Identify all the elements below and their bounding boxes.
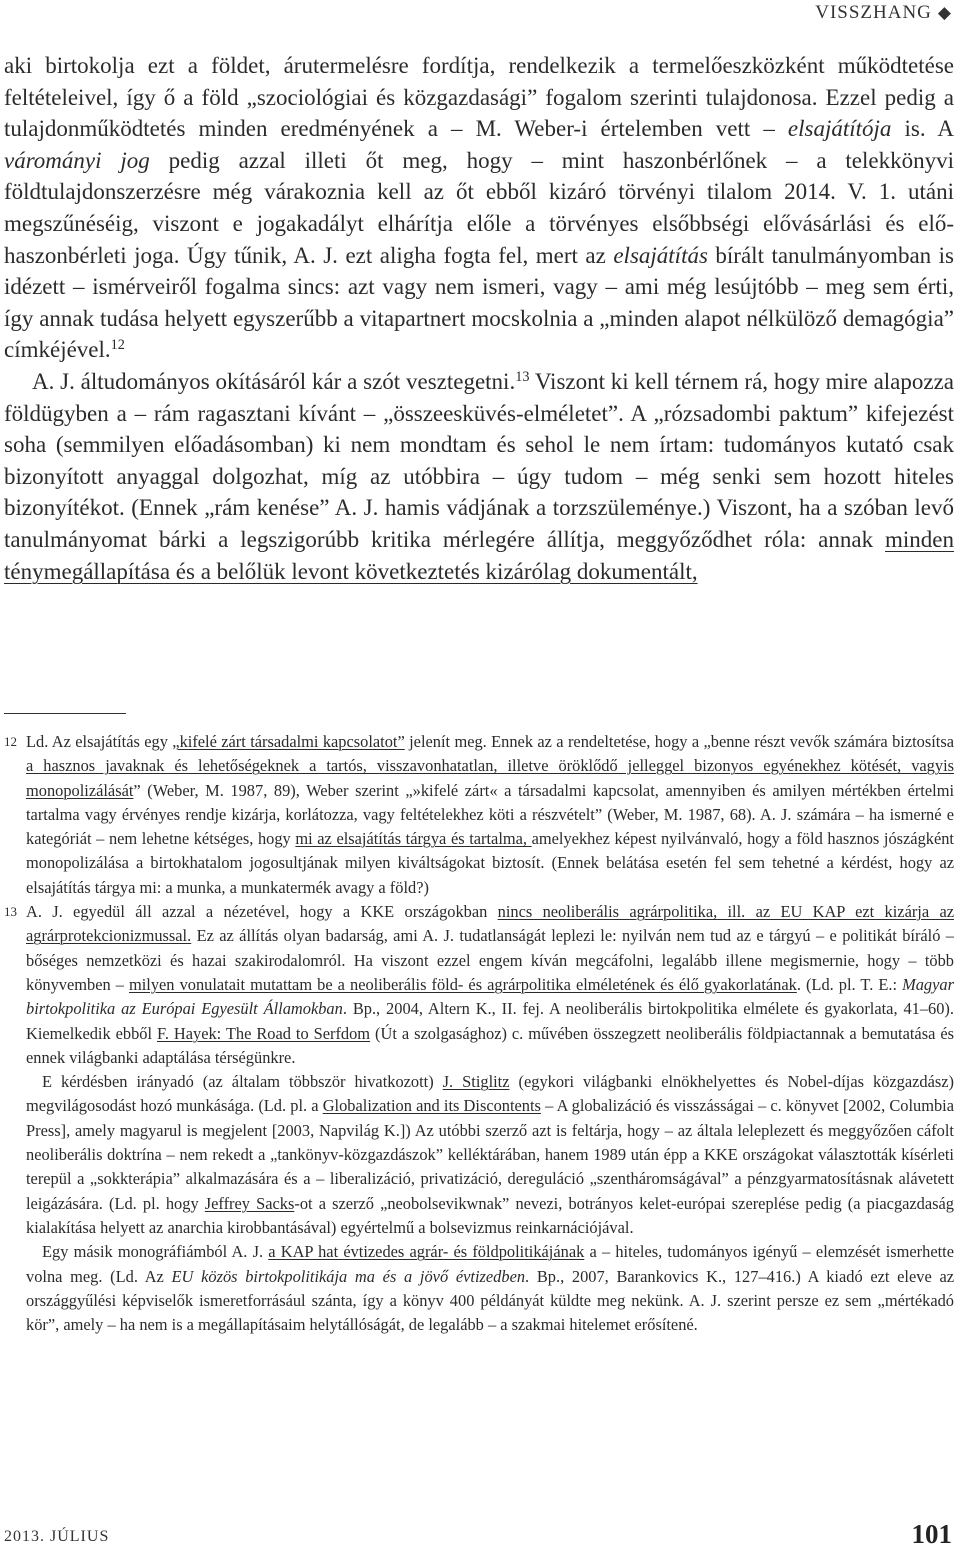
text-run: ” (Weber, M. 1987, 89), Weber szerint „»kifelé zárt« a társadalmi kapcsolat, amennyiben és amilyen mértékben értelmi tartalma vagy érvényes rendje kizárja, korlátozza, vagy feltételekhez köti a részvételt” (Weber, M. 1987, 68). A. J. számára – ha ismerné e kategóriát – nem lehetne kétséges, hogy [26, 780, 954, 849]
paragraph-2 [4, 366, 954, 587]
text-run: -ot a szerző „neobolsevikwnak” nevezi, botrányos kelet-európai szereplése pedig (a piacgazdaság kialakítása helyett az anarchia kirobbantásával) egyértelmű a bolsevizmus reinkarnációjával. [26, 1193, 955, 1237]
text-run: . Bp., 2004, Altern K., II. fej. A neoliberális birtokpolitika elmélete és gyakorlata, 41–60). Kiemelkedik ebből [26, 999, 954, 1043]
text-run: jelenít meg. Ennek az a rendeltetése, hogy a „benne részt vevők számára biztosítsa [404, 732, 954, 751]
issue-date: 2013. JÚLIUS [4, 1528, 110, 1545]
footnote-number: 12 [4, 734, 17, 749]
text-run: Viszont ki kell térnem rá, hogy mire alapozza földügyben a – rám ragasztani kívánt – „összeesküvés-elméletet”. A „rózsadombi paktum” kifejezést soha (semmilyen előadásomban) ki nem mondtam és sehol le nem írtam: tudományos kutató csak bizonyított anyaggal dolgozhat, míg az utóbbira – úgy tudom – még senki sem hozott hiteles bizonyítékot. (Ennek „rám kenése” A. J. hamis vádjának a torzszüleménye.) Viszont, ha a szóban levő tanulmányomat bárki a legszigorúbb kritika mérlegére állítja, meggyőződhet róla: annak [4, 368, 954, 552]
text-run: a – hiteles, tudományos igényű – elemzését ismerhette volna meg. (Ld. Az [26, 1242, 954, 1286]
text-run: Ld. Az elsajátítás egy [26, 732, 173, 751]
text-run: . (Ld. pl. T. E.: [796, 974, 903, 994]
footnote-number: 13 [4, 904, 17, 920]
footnote-13 [4, 900, 954, 1070]
text-run: – A globalizáció és visszásságai – c. könyvet [2002, Columbia Press], amely magyarul is megjelent [2003, Napvilág K.]) Az utóbbi szerző azt is feltárja, hogy – az általa leleplezett és meggyőzően cáfolt neoliberális doktrína – nem rekedt a „tankönyv-közgazdászok” kelléktárában, hanem 1989 után épp a KKE országokat választották kísérleti terepül a „sokkterápia” alkalmazására és a – liberalizáció, privatizáció, dereguláció „szentháromságával” a pénzgyarmatosításnak alávetett leigázására. (Ld. pl. hogy [26, 1096, 954, 1213]
text-run: amelyekhez képest nyilvánvaló, hogy a föld hasznos jószágként monopolizálása a birtokhatalom jogosultjának milyen kiváltságokat biztosít. (Ennek belátása esetén fel sem tehetné a kérdést, hogy az elsajátítás tárgya mi: a munka, a munkatermék avagy a föld?) [26, 829, 954, 897]
underlined-text: minden ténymegállapítása és a belőlük levont következtetés kizárólag dokumentált, [4, 526, 954, 584]
text-run: Ez az állítás olyan badarság, ami A. J. tudatlanságát leplezi le: nyilván nem tud az e tárgyú – e politikát bíráló – bőséges nemzetközi és hazai szakirodalomról. Ha viszont ezzel engem kíván megcáfolni, legalább illene megismernie, hogy – több könyvemben – [26, 926, 954, 994]
underlined-text: a hasznos javaknak és lehetőségeknek a tartós, visszavonhatatlan, illetve öröklődő jelleggel bizonyos egyénekhez kötését, vagyis monopolizálását [26, 756, 954, 800]
underlined-text: J. Stiglitz [442, 1072, 510, 1092]
text-run: aki birtokolja ezt a földet, árutermelésre fordítja, rendelkezik a termelőeszközként működtetése feltételeivel, így ő a föld „szociológiai és közgazdasági” fogalom szerinti tulajdonosa. Ezzel pedig a tulajdonműködtetés minden eredményének a – M. Weber-i értelemben vett – [4, 53, 954, 142]
footnotes [4, 730, 954, 1337]
text-run: E kérdésben irányadó (az általam többször hivatkozott) [42, 1072, 443, 1092]
running-head [815, 2, 952, 24]
footnote-ref-12[interactable]: 12 [110, 337, 125, 354]
underlined-text: „kifelé zárt társadalmi kapcsolatot” [172, 732, 405, 751]
book-title: Magyar birtokpolitika az Európai Egyesült Államokban [26, 974, 954, 1019]
footnote-ref-13[interactable]: 13 [515, 369, 530, 386]
footnote-rule [4, 713, 126, 714]
section-title: VISSZHANG [815, 2, 932, 23]
footnote-12 [4, 730, 954, 900]
text-run: pedig azzal illeti őt meg, hogy – mint haszonbérlőnek – a telekkönyvi földtulajdonszerzésre még várakoznia kell az őt ebből kizáró törvényi tilalom 2014. V. 1. utáni megszűnéséig, viszont e jogakadályt elhárítja előle a törvényes elsőbbségi elővásárlási és elő-haszonbérleti joga. Úgy tűnik, A. J. ezt aligha fogta fel, mert az [4, 147, 954, 268]
text-run: Egy másik monográfiámból A. J. [42, 1242, 269, 1262]
underlined-text: Globalization and its Discontents [322, 1096, 541, 1116]
text-run: bírált tanulmányomban is idézett – ismérveiről fogalma sincs: azt vagy nem ismeri, vagy – ami még lesújtóbb – meg sem érti, így annak tudása helyett egyszerűbb a vitapartnert mocskolnia a „minden alapot nélkülöző demagógia” címkéjével. [4, 242, 954, 363]
footnote-13-paragraph-2 [4, 1070, 954, 1240]
underlined-text: Jeffrey Sacks [204, 1193, 295, 1213]
page-number: 101 [911, 1519, 952, 1549]
text-run: is. A [891, 116, 954, 142]
emphasis-elsajatitas: elsajátítás [613, 242, 708, 268]
text-run: . Bp., 2007, Barankovics K., 127–416.) A kiadó ezt eleve az országgyűlési képviselők ismeretforrásául szánta, így a könyv 400 példányát küldte meg nekünk. A. J. szerint persze ez sem „mértékadó kör”, amely – ha nem is a megállapításaim helytállóságát, de legalább – a szakmai hitelemet erősítené. [26, 1266, 954, 1335]
text-run: (egykori világbanki elnökhelyettes és Nobel-díjas közgazdász) megvilágosodást hozó munkásága. (Ld. pl. a [26, 1072, 955, 1116]
underlined-text: F. Hayek: The Road to Serfdom [157, 1023, 371, 1043]
main-text [4, 50, 954, 587]
underlined-text: mi az elsajátítás tárgya és tartalma, [295, 829, 532, 849]
emphasis-varomanyi-jog: várományi jog [4, 147, 150, 173]
text-run: A. J. áltudományos okításáról kár a szót vesztegetni. [32, 368, 516, 394]
paragraph-1 [4, 50, 954, 366]
book-title: EU közös birtokpolitikája ma és a jövő évtizedben [171, 1266, 526, 1286]
text-run: A. J. egyedül áll azzal a nézetével, hogy a KKE országokban [26, 902, 498, 922]
text-run: (Út a szolgasághoz) c. művében összegzett neoliberális földpiactannak a bemutatása és ennek világbanki adaptálása térségünkre. [26, 1023, 954, 1067]
emphasis-elsajatitoja: elsajátítója [787, 116, 892, 142]
footnote-13-paragraph-3 [4, 1240, 954, 1337]
diamond-icon: ◆ [937, 3, 952, 22]
underlined-text: nincs neoliberális agrárpolitika, ill. az EU KAP ezt kizárja az agrárprotekcionizmussal. [26, 902, 954, 946]
underlined-text: milyen vonulatait mutattam be a neoliberális föld- és agrárpolitika elméletének és élő gyakorlatának [128, 974, 797, 994]
underlined-text: a KAP hat évtizedes agrár- és földpolitikájának [268, 1242, 585, 1262]
